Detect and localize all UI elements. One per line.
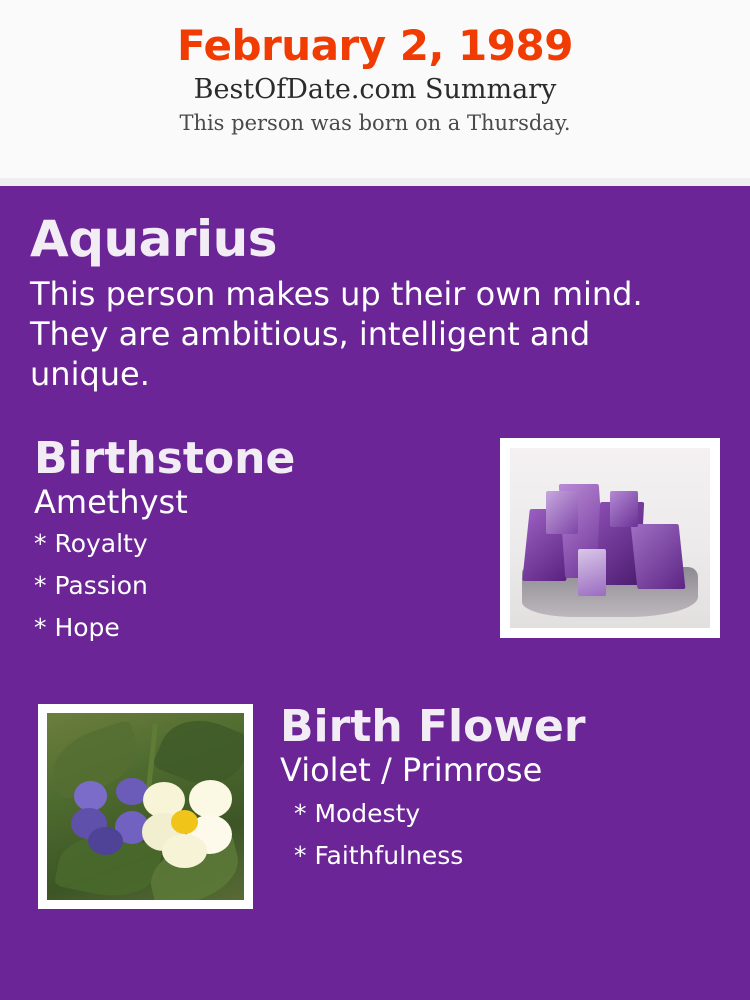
zodiac-description: This person makes up their own mind. They are ambitious, intelligent and unique. [30, 275, 643, 393]
primrose-flower [142, 780, 233, 866]
primrose-petal [189, 780, 232, 818]
flower-icon [47, 713, 244, 900]
crystal-shard [631, 524, 686, 589]
crystal-shard [610, 491, 638, 527]
crystal-shard [546, 491, 578, 534]
birth-flower-title: Birth Flower [280, 701, 586, 752]
primrose-petal [162, 834, 207, 868]
site-name: BestOfDate.com Summary [193, 74, 557, 106]
details-panel [0, 186, 750, 1000]
birthstone-title: Birthstone [34, 433, 296, 484]
page-title: February 2, 1989 [177, 21, 573, 70]
violet-petal [88, 827, 123, 855]
violet-petal [74, 781, 107, 811]
crystal-shard [578, 549, 606, 596]
amethyst-icon [510, 448, 710, 628]
header-divider [0, 178, 750, 186]
birthstone-trait: * Hope [34, 612, 120, 642]
birthstone-name: Amethyst [34, 483, 188, 522]
birth-flower-text [280, 701, 720, 871]
birth-flower-trait: * Faithfulness [294, 840, 464, 870]
birth-flower-section [30, 701, 720, 924]
birthstone-trait: * Passion [34, 570, 148, 600]
header [0, 0, 750, 178]
primrose-center [171, 810, 198, 834]
amethyst-image [500, 438, 720, 638]
zodiac-title: Aquarius [30, 210, 277, 268]
birth-flower-name: Violet / Primrose [280, 751, 543, 790]
birthstone-trait: * Royalty [34, 528, 148, 558]
birthstone-section [30, 433, 720, 666]
violet-flower [71, 777, 150, 856]
flower-image [38, 704, 253, 909]
birth-flower-trait: * Modesty [294, 798, 421, 828]
birthstone-text [30, 433, 470, 643]
header-subtitle: This person was born on a Thursday. [179, 111, 571, 136]
